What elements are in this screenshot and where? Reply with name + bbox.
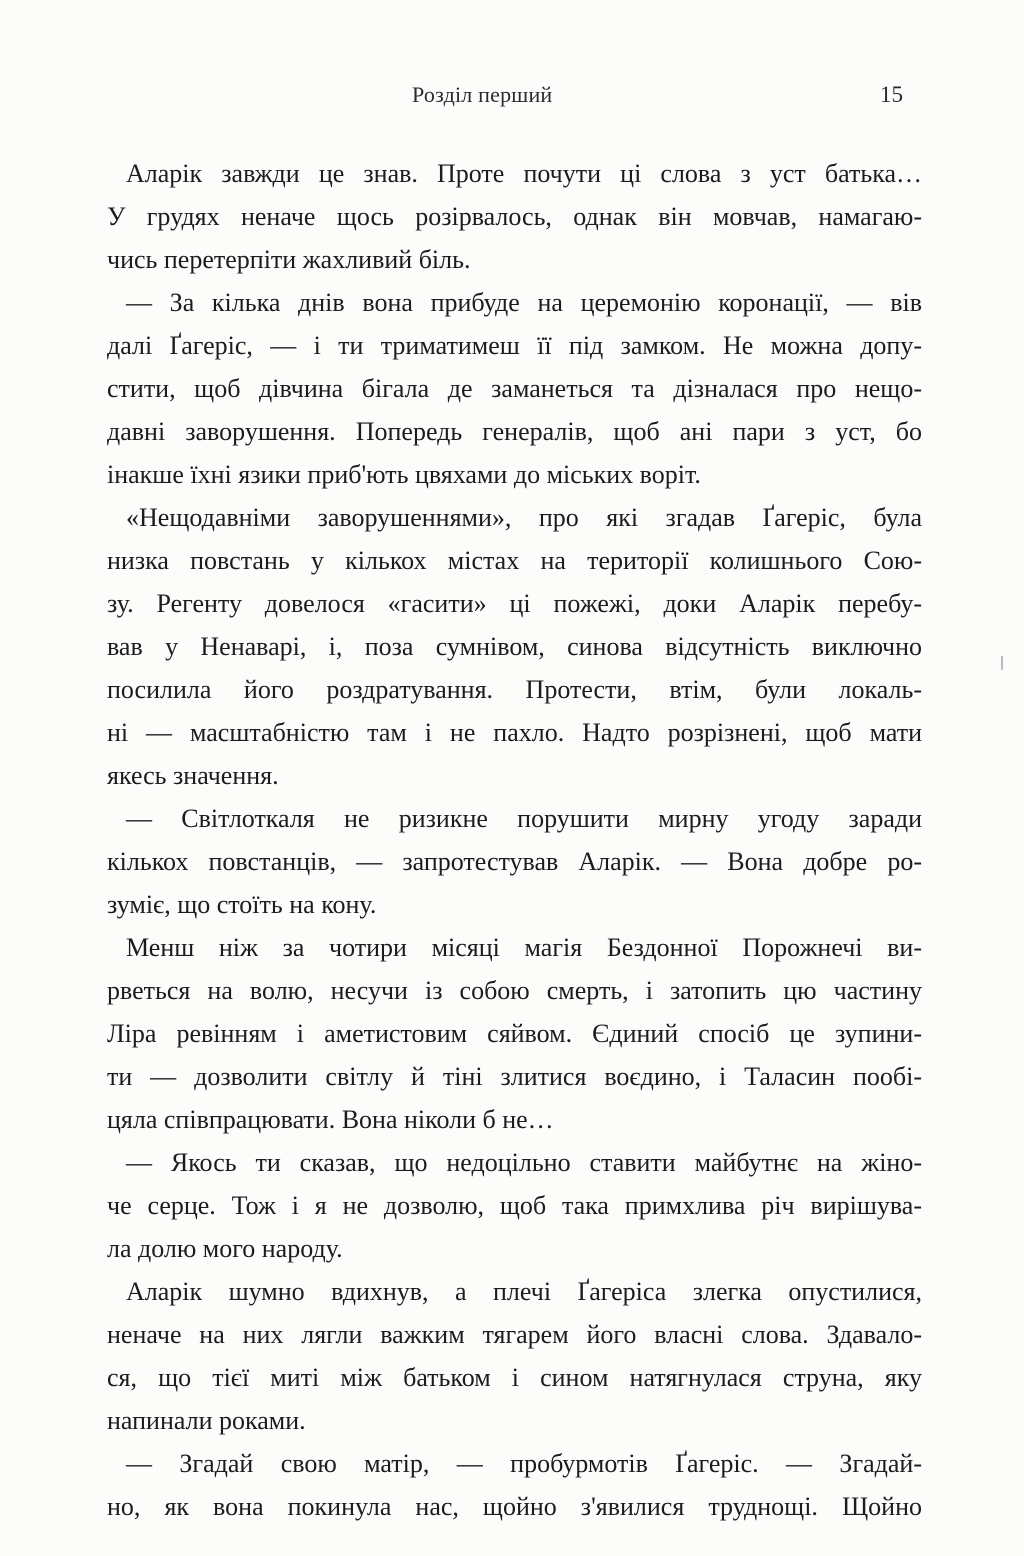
- text-line: якесь значення.: [107, 761, 279, 790]
- text-line: чись перетерпіти жахливий біль.: [107, 245, 471, 274]
- text-line: кількох повстанців, — запротестував Аларік. — Вона добре ро-: [107, 847, 922, 876]
- text-line: напинали роками.: [107, 1406, 306, 1435]
- text-line: низка повстань у кількох містах на території колишнього Сою-: [107, 546, 922, 575]
- scan-mark: [1001, 656, 1003, 670]
- text-line: Менш ніж за чотири місяці магія Бездонної Порожнечі ви-: [126, 933, 922, 962]
- text-line: — За кілька днів вона прибуде на церемонію коронації, — вів: [126, 288, 922, 317]
- text-line: ти — дозволити світлу й тіні злитися воєдино, і Таласин пообі-: [107, 1062, 922, 1091]
- text-line: ся, що тієї миті між батьком і сином натягнулася струна, яку: [107, 1363, 922, 1392]
- text-line: — Згадай свою матір, — пробурмотів Ґагеріс. — Згадай-: [126, 1449, 922, 1478]
- text-line: Ліра ревінням і аметистовим сяйвом. Єдиний спосіб це зупини-: [107, 1019, 922, 1048]
- text-line: «Нещодавніми заворушеннями», про які згадав Ґагеріс, була: [126, 503, 922, 532]
- text-line: стити, щоб дівчина бігала де заманеться та дізналася про нещо-: [107, 374, 922, 403]
- text-line: посилила його роздратування. Протести, втім, були локаль-: [107, 675, 922, 704]
- text-line: но, як вона покинула нас, щойно з'явилися труднощі. Щойно: [107, 1492, 922, 1521]
- text-line: Аларік шумно вдихнув, а плечі Ґагеріса злегка опустилися,: [126, 1277, 922, 1306]
- text-line: — Якось ти сказав, що недоцільно ставити майбутнє на жіно-: [126, 1148, 922, 1177]
- text-line: рветься на волю, несучи із собою смерть, і затопить цю частину: [107, 976, 922, 1005]
- text-line: далі Ґагеріс, — і ти триматимеш її під замком. Не можна допу-: [107, 331, 922, 360]
- text-line: зуміє, що стоїть на кону.: [107, 890, 377, 919]
- text-line: вав у Ненаварі, і, поза сумнівом, синова відсутність виключно: [107, 632, 922, 661]
- text-line: Аларік завжди це знав. Проте почути ці слова з уст батька…: [126, 159, 922, 188]
- chapter-title: Розділ перший: [412, 82, 553, 107]
- text-line: — Світлоткаля не ризикне порушити мирну угоду заради: [126, 804, 922, 833]
- text-line: неначе на них лягли важким тягарем його власні слова. Здавало-: [107, 1320, 922, 1349]
- text-line: У грудях неначе щось розірвалось, однак він мовчав, намагаю-: [107, 202, 922, 231]
- page-body-text: [107, 152, 922, 1528]
- text-line: че серце. Тож і я не дозволю, щоб така примхлива річ вирішува-: [107, 1191, 922, 1220]
- text-line: інакше їхні язики приб'ють цвяхами до міських воріт.: [107, 460, 701, 489]
- text-line: цяла співпрацювати. Вона ніколи б не…: [107, 1105, 554, 1134]
- page-number: 15: [880, 82, 903, 107]
- text-line: ла долю мого народу.: [107, 1234, 343, 1263]
- text-line: ні — масштабністю там і не пахло. Надто розрізнені, щоб мати: [107, 718, 922, 747]
- text-line: зу. Регенту довелося «гасити» ці пожежі, доки Аларік перебу-: [107, 589, 922, 618]
- running-header: [0, 82, 1024, 114]
- text-line: давні заворушення. Попередь генералів, щоб ані пари з уст, бо: [107, 417, 922, 446]
